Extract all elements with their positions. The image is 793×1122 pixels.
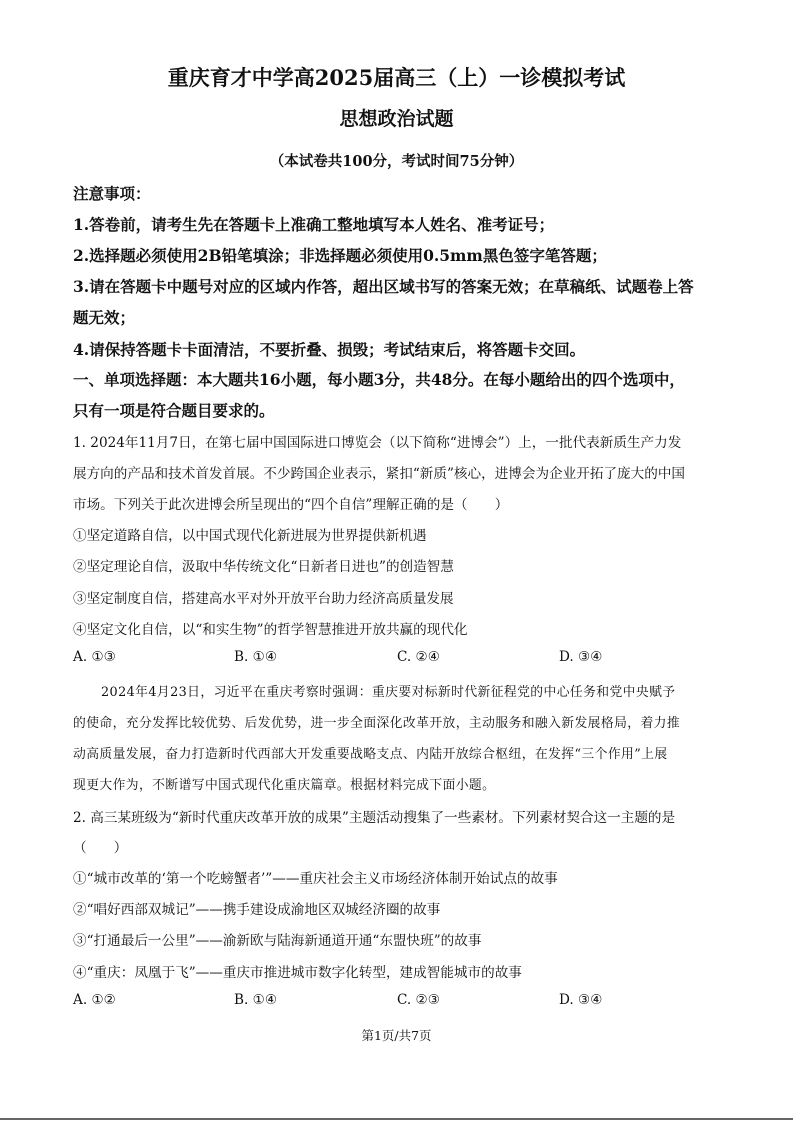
q2-statement: ①“城市改革的‘第一个吃螃蟹者’”——重庆社会主义市场经济体制开始试点的故事 — [73, 871, 558, 887]
q1-option-c[interactable]: C. ②④ — [397, 649, 440, 665]
note-item: 题无效； — [73, 308, 136, 327]
material-line: 的使命，充分发挥比较优势、后发优势，进一步全面深化改革开放，主动服务和融入新发展格局，着力推 — [73, 716, 681, 731]
exam-info: （本试卷共100分，考试时间75分钟） — [269, 153, 524, 170]
page-number: 第1页/共7页 — [361, 1028, 432, 1043]
q2-stem-line: 2. 高三某班级为“新时代重庆改革开放的成果”主题活动搜集了一些素材。下列素材契合这一主题的是 — [73, 810, 676, 826]
q1-stem-line: 展方向的产品和技术首发首展。不少跨国企业表示，紧扣“新质”核心，进博会为企业开拓了庞大的中国 — [73, 466, 686, 482]
q2-statement: ④“重庆：凤凰于飞”——重庆市推进城市数字化转型，建成智能城市的故事 — [73, 965, 522, 981]
q1-stem-line: 市场。下列关于此次进博会所呈现出的“四个自信”理解正确的是（ ） — [73, 497, 509, 513]
q2-option-a[interactable]: A. ①② — [73, 992, 116, 1008]
notes-heading: 注意事项： — [73, 184, 151, 203]
material-line: 动高质量发展，奋力打造新时代西部大开发重要战略支点、内陆开放综合枢纽，在发挥“三个作用”上展 — [73, 747, 668, 762]
exam-title: 重庆育才中学高2025届高三（上）一诊模拟考试 — [167, 65, 626, 90]
q1-option-a[interactable]: A. ①③ — [73, 649, 116, 665]
q2-statement: ②“唱好西部双城记”——携手建设成渝地区双城经济圈的故事 — [73, 902, 441, 918]
bottom-divider — [0, 1118, 793, 1120]
material-line: 2024年4月23日，习近平在重庆考察时强调：重庆要对标新时代新征程党的中心任务和党中央赋予 — [101, 685, 676, 700]
q1-statement: ③坚定制度自信，搭建高水平对外开放平台助力经济高质量发展 — [73, 591, 454, 607]
q1-option-d[interactable]: D. ③④ — [559, 649, 603, 665]
section-heading: 一、单项选择题：本大题共16小题，每小题3分，共48分。在每小题给出的四个选项中， — [73, 370, 685, 389]
note-item: 2.选择题必须使用2B铅笔填涂；非选择题必须使用0.5mm黑色签字笔答题； — [73, 246, 607, 265]
q2-stem-line: （ ） — [73, 840, 128, 856]
note-item: 1.答卷前，请考生先在答题卡上准确工整地填写本人姓名、准考证号； — [73, 215, 555, 234]
q1-statement: ①坚定道路自信，以中国式现代化新进展为世界提供新机遇 — [73, 528, 427, 544]
q1-option-b[interactable]: B. ①④ — [234, 649, 278, 665]
q1-statement: ④坚定文化自信，以“和实生物”的哲学智慧推进开放共赢的现代化 — [73, 622, 468, 638]
note-item: 4.请保持答题卡卡面清洁，不要折叠、损毁；考试结束后，将答题卡交回。 — [73, 340, 586, 359]
q2-option-d[interactable]: D. ③④ — [559, 992, 603, 1008]
q2-option-b[interactable]: B. ①④ — [234, 992, 278, 1008]
material-line: 现更大作为，不断谱写中国式现代化重庆篇章。根据材料完成下面小题。 — [73, 778, 496, 793]
q2-option-c[interactable]: C. ②③ — [397, 992, 440, 1008]
q1-statement: ②坚定理论自信，汲取中华传统文化“日新者日进也”的创造智慧 — [73, 559, 454, 575]
note-item: 3.请在答题卡中题号对应的区域内作答，超出区域书写的答案无效；在草稿纸、试题卷上答 — [73, 277, 694, 296]
subject-title: 思想政治试题 — [339, 108, 454, 130]
section-heading-cont: 只有一项是符合题目要求的。 — [73, 401, 275, 420]
q1-stem-line: 1. 2024年11月7日，在第七届中国国际进口博览会（以下简称“进博会”）上，一批代表新质生产力发 — [73, 435, 682, 451]
q2-statement: ③“打通最后一公里”——渝新欧与陆海新通道开通“东盟快班”的故事 — [73, 933, 482, 949]
